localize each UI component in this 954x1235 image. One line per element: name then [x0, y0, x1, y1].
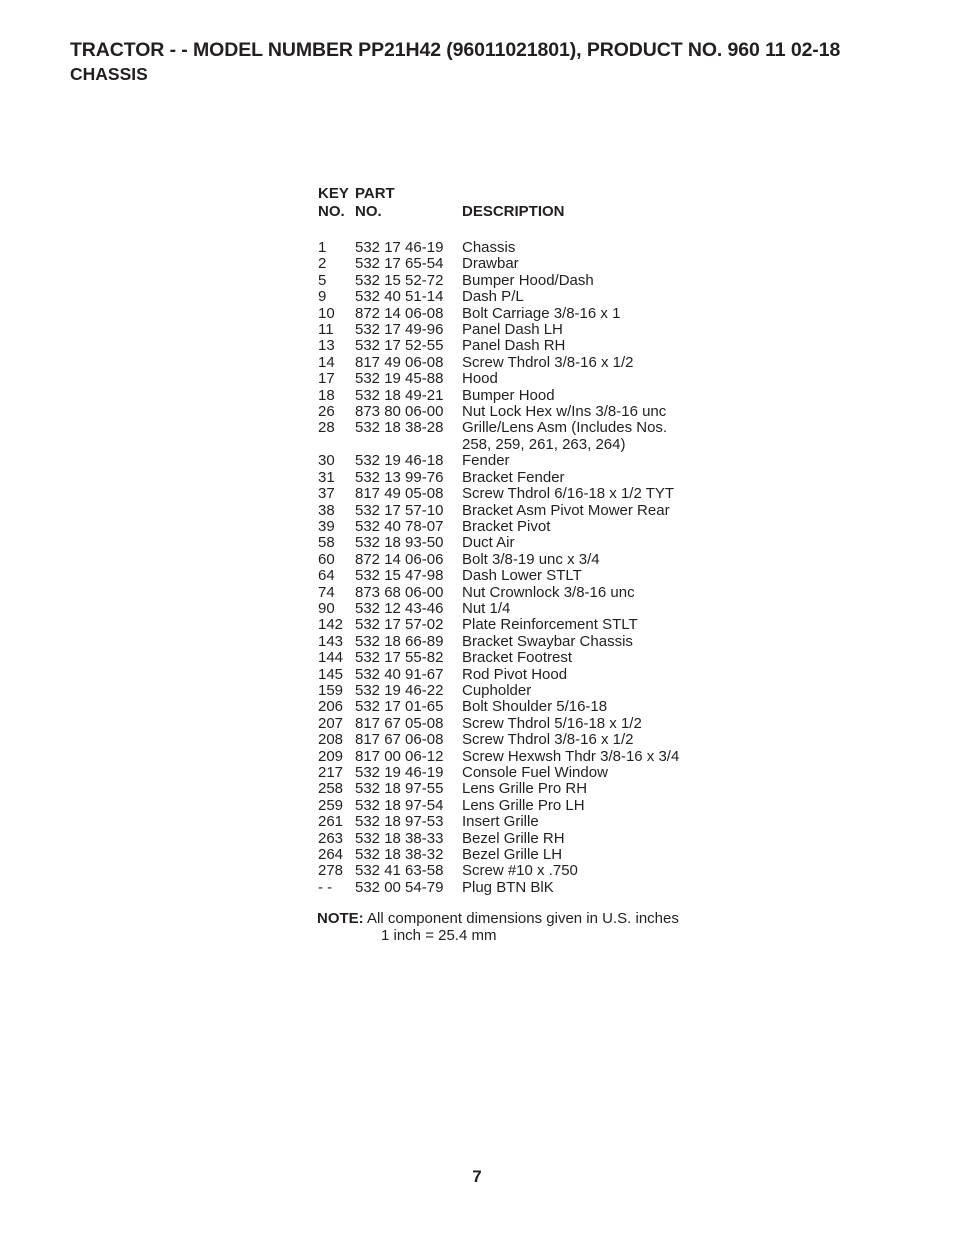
part-description: Bracket Swaybar Chassis — [462, 632, 633, 650]
part-number: 532 17 57-10 — [355, 501, 444, 519]
part-description: Bumper Hood — [462, 386, 555, 404]
key-number: 9 — [318, 288, 327, 306]
part-description: Console Fuel Window — [462, 764, 608, 781]
key-number: 2 — [318, 255, 327, 273]
part-description: Duct Air — [462, 534, 515, 552]
part-description: Chassis — [462, 239, 516, 256]
table-row — [318, 503, 738, 519]
key-number: 13 — [318, 337, 335, 355]
table-row — [318, 814, 738, 830]
part-description: Rod Pivot Hood — [462, 665, 568, 683]
part-description: Screw #10 x .750 — [462, 862, 578, 880]
part-description: Bracket Pivot — [462, 517, 551, 535]
part-description: Screw Thdrol 3/8-16 x 1/2 — [462, 353, 634, 371]
key-number: 58 — [318, 534, 335, 552]
part-number: 532 17 52-55 — [355, 337, 444, 355]
part-number: 532 19 46-19 — [355, 764, 444, 781]
part-description: Drawbar — [462, 255, 519, 273]
part-number: 532 18 97-55 — [355, 780, 444, 798]
part-description: Lens Grille Pro LH — [462, 796, 585, 814]
part-description: Lens Grille Pro RH — [462, 780, 588, 798]
part-number: 872 14 06-06 — [355, 550, 444, 568]
key-number: 264 — [318, 846, 344, 864]
part-number: 872 14 06-08 — [355, 304, 444, 322]
part-number: 532 19 46-18 — [355, 452, 444, 470]
part-description: Bolt Shoulder 5/16-18 — [462, 698, 608, 716]
table-row — [318, 404, 738, 420]
key-number: 64 — [318, 567, 335, 585]
key-number: 259 — [318, 796, 344, 814]
part-number: 532 40 78-07 — [355, 517, 444, 535]
table-row — [318, 486, 738, 502]
key-number: 31 — [318, 468, 335, 486]
table-row — [318, 470, 738, 486]
part-description: Cupholder — [462, 681, 532, 699]
key-number: 37 — [318, 485, 335, 503]
key-number: 38 — [318, 501, 335, 519]
key-number: 10 — [318, 304, 335, 322]
part-number: 532 18 93-50 — [355, 534, 444, 552]
table-row — [318, 256, 738, 272]
note-text-line2: 1 inch = 25.4 mm — [381, 926, 497, 944]
key-number: 1 — [318, 239, 327, 256]
part-number: 817 00 06-12 — [355, 747, 444, 765]
part-description: Insert Grille — [462, 813, 539, 831]
part-number: 873 80 06-00 — [355, 403, 444, 421]
part-description: Bezel Grille RH — [462, 829, 565, 847]
part-description: Bracket Fender — [462, 468, 565, 486]
part-number: 532 00 54-79 — [355, 878, 444, 896]
part-number: 817 67 06-08 — [355, 731, 444, 749]
key-number: 278 — [318, 862, 344, 880]
key-number: 74 — [318, 583, 335, 601]
key-number: 11 — [318, 321, 334, 339]
part-number: 817 49 06-08 — [355, 353, 444, 371]
part-description: Bracket Footrest — [462, 649, 573, 667]
table-row — [318, 585, 738, 601]
table-row — [318, 306, 738, 322]
key-number: 217 — [318, 764, 344, 781]
table-row — [318, 667, 738, 683]
table-row — [318, 831, 738, 847]
dimensions-note — [317, 911, 679, 944]
table-row — [318, 781, 738, 797]
key-number: 142 — [318, 616, 344, 634]
table-row — [318, 322, 738, 338]
page-header — [70, 38, 940, 85]
part-number: 532 15 52-72 — [355, 271, 444, 289]
part-description: Dash Lower STLT — [462, 567, 582, 585]
key-column-header-line2: NO. — [318, 203, 345, 220]
table-row — [318, 453, 738, 469]
part-number: 532 19 45-88 — [355, 370, 444, 388]
part-number: 532 18 38-33 — [355, 829, 444, 847]
part-number: 532 17 49-96 — [355, 321, 444, 339]
part-number: 532 18 97-53 — [355, 813, 444, 831]
table-row — [318, 749, 738, 765]
table-row — [318, 388, 738, 404]
part-number: 532 40 91-67 — [355, 665, 444, 683]
table-row — [318, 552, 738, 568]
table-row — [318, 535, 738, 551]
key-number: 206 — [318, 698, 344, 716]
table-row — [318, 699, 738, 715]
page-title: TRACTOR - - MODEL NUMBER PP21H42 (96011021801), PRODUCT NO. 960 11 02-18 — [70, 39, 841, 61]
table-row — [318, 634, 738, 650]
key-number: 5 — [318, 271, 327, 289]
part-number: 532 18 38-32 — [355, 846, 444, 864]
key-number: 209 — [318, 747, 344, 765]
part-number: 532 40 51-14 — [355, 288, 444, 306]
part-number: 532 18 38-28 — [355, 419, 444, 437]
part-number: 532 13 99-76 — [355, 468, 444, 486]
table-row — [318, 420, 738, 453]
part-number: 532 15 47-98 — [355, 567, 444, 585]
part-number: 532 17 57-02 — [355, 616, 444, 634]
note-text-line1: All component dimensions given in U.S. inches — [367, 910, 679, 927]
part-description: Fender — [462, 452, 510, 470]
part-description: Nut Lock Hex w/Ins 3/8-16 unc — [462, 403, 667, 421]
part-description: Bolt Carriage 3/8-16 x 1 — [462, 304, 621, 322]
key-number: 208 — [318, 731, 344, 749]
part-number: 532 19 46-22 — [355, 681, 444, 699]
part-description: Screw Thdrol 5/16-18 x 1/2 — [462, 714, 642, 732]
table-row — [318, 650, 738, 666]
part-number: 532 18 97-54 — [355, 796, 444, 814]
key-number: 14 — [318, 353, 335, 371]
table-row — [318, 289, 738, 305]
table-row — [318, 798, 738, 814]
table-row — [318, 732, 738, 748]
key-number: 17 — [318, 370, 335, 388]
key-number: 26 — [318, 403, 335, 421]
part-number: 873 68 06-00 — [355, 583, 444, 601]
part-description: Screw Hexwsh Thdr 3/8-16 x 3/4 — [462, 747, 680, 765]
part-description: Bracket Asm Pivot Mower Rear — [462, 501, 670, 519]
table-row — [318, 601, 738, 617]
key-number: - - — [318, 878, 333, 896]
part-description: Nut 1/4 — [462, 599, 511, 617]
key-number: 263 — [318, 829, 344, 847]
table-row — [318, 568, 738, 584]
table-row — [318, 273, 738, 289]
key-number: 18 — [318, 386, 335, 404]
part-description: Nut Crownlock 3/8-16 unc — [462, 583, 635, 601]
key-number: 30 — [318, 452, 335, 470]
table-row — [318, 863, 738, 879]
key-number: 207 — [318, 714, 344, 732]
page-number: 7 — [472, 1167, 482, 1186]
parts-list-rows — [318, 240, 738, 896]
part-description: Bolt 3/8-19 unc x 3/4 — [462, 550, 600, 568]
key-number: 145 — [318, 665, 344, 683]
part-description: Plug BTN BlK — [462, 878, 554, 896]
part-number: 532 17 46-19 — [355, 239, 444, 256]
part-number: 532 17 01-65 — [355, 698, 444, 716]
key-column-header-line1: KEY — [318, 185, 349, 202]
part-description: Panel Dash RH — [462, 337, 566, 355]
note-label: NOTE: — [317, 910, 364, 927]
part-description: Screw Thdrol 6/16-18 x 1/2 TYT — [462, 485, 675, 503]
table-row — [318, 880, 738, 896]
part-description: Grille/Lens Asm (Includes Nos. 258, 259, 261, 263, 264) — [462, 419, 668, 453]
part-number: 532 17 55-82 — [355, 649, 444, 667]
part-column-header-line2: NO. — [355, 203, 382, 220]
table-row — [318, 716, 738, 732]
key-number: 143 — [318, 632, 344, 650]
table-row — [318, 240, 738, 256]
part-description: Panel Dash LH — [462, 321, 563, 339]
key-number: 39 — [318, 517, 335, 535]
table-row — [318, 617, 738, 633]
table-row — [318, 847, 738, 863]
table-row — [318, 765, 738, 781]
part-number: 532 41 63-58 — [355, 862, 444, 880]
part-description: Bumper Hood/Dash — [462, 271, 594, 289]
part-column-header-line1: PART — [355, 185, 395, 202]
table-row — [318, 371, 738, 387]
parts-list-header — [318, 186, 738, 224]
part-description: Plate Reinforcement STLT — [462, 616, 638, 634]
part-number: 532 17 65-54 — [355, 255, 444, 273]
section-title: CHASSIS — [70, 64, 148, 84]
key-number: 28 — [318, 419, 335, 437]
table-row — [318, 683, 738, 699]
part-number: 817 67 05-08 — [355, 714, 444, 732]
table-row — [318, 519, 738, 535]
description-column-header: DESCRIPTION — [462, 203, 565, 220]
parts-list — [318, 186, 738, 896]
part-description: Hood — [462, 370, 498, 388]
part-number: 532 18 49-21 — [355, 386, 444, 404]
part-number: 532 18 66-89 — [355, 632, 444, 650]
key-number: 261 — [318, 813, 344, 831]
table-row — [318, 355, 738, 371]
part-description: Dash P/L — [462, 288, 524, 306]
part-number: 532 12 43-46 — [355, 599, 444, 617]
key-number: 60 — [318, 550, 335, 568]
table-row — [318, 338, 738, 354]
part-description: Screw Thdrol 3/8-16 x 1/2 — [462, 731, 634, 749]
part-description: Bezel Grille LH — [462, 846, 563, 864]
part-number: 817 49 05-08 — [355, 485, 444, 503]
key-number: 159 — [318, 681, 344, 699]
key-number: 90 — [318, 599, 335, 617]
key-number: 258 — [318, 780, 344, 798]
key-number: 144 — [318, 649, 344, 667]
